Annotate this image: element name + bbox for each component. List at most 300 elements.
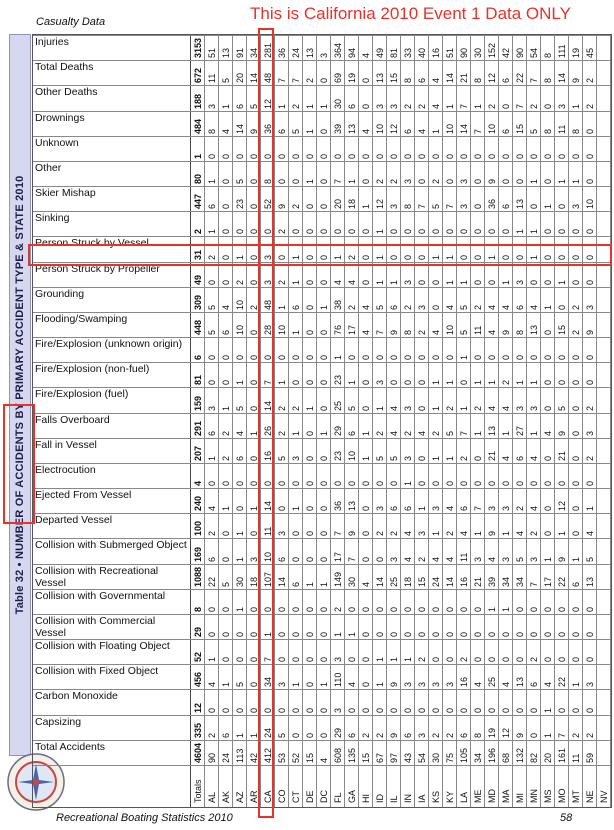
table-cell: 2 (277, 430, 287, 436)
table-cell: 0 (487, 153, 497, 159)
table-cell: 4 (431, 78, 441, 84)
column-header: NV (599, 790, 609, 803)
table-cell: 0 (291, 707, 301, 713)
table-cell: 3 (459, 179, 469, 185)
header-section-label: Casualty Data (36, 16, 106, 28)
column-header: CO (277, 789, 287, 803)
table-cell: 10 (445, 325, 455, 336)
table-cell: 0 (529, 632, 539, 638)
table-cell: 0 (459, 254, 469, 260)
table-cell: 52 (263, 199, 273, 210)
table-cell: 8 (571, 128, 581, 134)
table-cell: 14 (263, 501, 273, 512)
table-cell: 42 (249, 752, 259, 763)
table-cell: 51 (207, 48, 217, 59)
table-cell: 0 (571, 455, 581, 461)
table-cell: 0 (529, 204, 539, 210)
table-cell: 33 (403, 48, 413, 59)
table-cell: 0 (473, 153, 483, 159)
table-cell: 6 (235, 103, 245, 109)
table-cell: 90 (459, 48, 469, 59)
table-title: Table 32 • NUMBER OF ACCIDENTS BY PRIMARY ACCIDENT TYPE & STATE 2010 (14, 175, 26, 615)
table-cell: 1 (333, 632, 343, 638)
table-cell: 7 (347, 556, 357, 562)
table-cell: 2 (221, 455, 231, 461)
table-cell: 1 (375, 254, 385, 260)
table-cell: 14 (557, 73, 567, 84)
table-cell: 0 (291, 632, 301, 638)
table-cell: 0 (207, 380, 217, 386)
table-cell: 17 (543, 576, 553, 587)
table-cell: 0 (459, 380, 469, 386)
table-cell: 3 (403, 682, 413, 688)
table-cell: 4 (529, 506, 539, 512)
table-cell: 4 (221, 128, 231, 134)
table-cell: 39 (487, 576, 497, 587)
table-cell: 0 (459, 632, 469, 638)
table-cell: 3 (501, 506, 511, 512)
table-cell: 12 (263, 98, 273, 109)
table-cell: 4 (361, 581, 371, 587)
column-header: AZ (235, 791, 245, 803)
column-header: KY (445, 790, 455, 803)
table-cell: 0 (473, 455, 483, 461)
table-cell: 0 (585, 606, 595, 612)
table-cell: 9 (389, 330, 399, 336)
table-cell: 8 (543, 78, 553, 84)
row-label: Fire/Explosion (unknown origin) (35, 338, 183, 351)
table-cell: 6 (389, 304, 399, 310)
table-cell: 0 (221, 153, 231, 159)
column-header: MN (529, 789, 539, 803)
table-cell: 0 (571, 657, 581, 663)
table-cell: 0 (263, 481, 273, 487)
table-cell: 1 (305, 103, 315, 109)
table-cell: 29 (193, 627, 203, 638)
table-cell: 1 (235, 531, 245, 537)
table-cell: 0 (557, 355, 567, 361)
table-cell: 0 (319, 657, 329, 663)
table-cell: 0 (417, 455, 427, 461)
table-cell: 4 (543, 430, 553, 436)
table-cell: 1 (501, 430, 511, 436)
table-cell: 291 (193, 420, 203, 436)
table-cell: 0 (361, 355, 371, 361)
table-cell: 97 (389, 752, 399, 763)
table-cell: 0 (291, 657, 301, 663)
table-cell: 0 (347, 229, 357, 235)
table-cell: 5 (221, 581, 231, 587)
table-cell: 0 (585, 632, 595, 638)
table-cell: 0 (207, 355, 217, 361)
table-cell: 3 (585, 430, 595, 436)
table-cell: 0 (571, 606, 581, 612)
table-cell: 0 (445, 229, 455, 235)
table-cell: 2 (375, 430, 385, 436)
table-cell: 4 (529, 455, 539, 461)
table-cell: 0 (473, 279, 483, 285)
table-cell: 0 (403, 229, 413, 235)
table-cell: 0 (543, 657, 553, 663)
table-cell: 0 (417, 707, 427, 713)
table-cell: 12 (501, 727, 511, 738)
table-cell: 0 (305, 632, 315, 638)
table-cell: 3 (277, 531, 287, 537)
column-in (401, 35, 415, 807)
table-cell: 1 (249, 430, 259, 436)
table-cell: 0 (473, 606, 483, 612)
table-cell: 7 (557, 732, 567, 738)
table-cell: 6 (207, 430, 217, 436)
table-cell: 19 (487, 727, 497, 738)
table-cell: 13 (347, 123, 357, 134)
table-cell: 25 (487, 677, 497, 688)
table-cell: 1 (389, 279, 399, 285)
table-cell: 3 (389, 204, 399, 210)
table-cell: 0 (319, 632, 329, 638)
table-cell: 0 (235, 481, 245, 487)
table-cell: 0 (361, 153, 371, 159)
table-cell: 1 (221, 405, 231, 411)
table-cell: 0 (207, 606, 217, 612)
table-cell: 18 (347, 199, 357, 210)
table-cell: 0 (305, 682, 315, 688)
row-label: Sinking (35, 212, 70, 225)
table-cell: 0 (305, 254, 315, 260)
table-cell: 0 (263, 153, 273, 159)
row-label: Flooding/Swamping (35, 312, 128, 325)
table-cell: 4 (347, 279, 357, 285)
table-cell: 0 (515, 632, 525, 638)
table-cell: 3 (417, 682, 427, 688)
table-cell: 14 (277, 576, 287, 587)
table-cell: 1 (375, 657, 385, 663)
table-cell: 1 (305, 128, 315, 134)
table-cell: 15 (515, 123, 525, 134)
table-cell: 1 (473, 103, 483, 109)
table-cell: 3 (333, 657, 343, 663)
table-cell: 2 (585, 732, 595, 738)
table-cell: 0 (543, 330, 553, 336)
table-cell: 1 (529, 430, 539, 436)
table-cell: 9 (389, 682, 399, 688)
table-cell: 0 (221, 204, 231, 210)
table-cell: 22 (207, 576, 217, 587)
table-cell: 11 (571, 753, 581, 763)
table-cell: 0 (319, 481, 329, 487)
table-cell: 1 (333, 355, 343, 361)
table-cell: 0 (361, 78, 371, 84)
table-cell: 0 (361, 657, 371, 663)
table-cell: 0 (319, 153, 329, 159)
table-cell: 0 (501, 153, 511, 159)
table-cell: 5 (347, 405, 357, 411)
table-cell: 0 (487, 355, 497, 361)
table-cell: 20 (235, 73, 245, 84)
table-cell: 1 (431, 531, 441, 537)
table-cell: 0 (501, 632, 511, 638)
table-cell: 4 (515, 531, 525, 537)
table-cell: 6 (529, 682, 539, 688)
table-cell: 0 (291, 153, 301, 159)
table-cell: 0 (459, 707, 469, 713)
table-cell: 5 (277, 455, 287, 461)
table-cell: 42 (501, 48, 511, 59)
table-cell: 4 (529, 304, 539, 310)
table-cell: 1 (193, 153, 203, 159)
table-cell: 2 (431, 179, 441, 185)
table-cell: 4 (487, 556, 497, 562)
table-cell: 0 (305, 606, 315, 612)
table-cell: 7 (473, 506, 483, 512)
table-cell: 11 (473, 325, 483, 336)
table-cell: 1 (445, 103, 455, 109)
row-label: Capsizing (35, 715, 82, 728)
table-cell: 2 (403, 304, 413, 310)
table-cell: 2 (221, 430, 231, 436)
column-header: AK (221, 790, 231, 803)
table-cell: 0 (585, 355, 595, 361)
table-cell: 27 (515, 425, 525, 436)
column-la (457, 35, 471, 807)
table-cell: 52 (291, 752, 301, 763)
table-cell: 2 (459, 657, 469, 663)
table-cell: 0 (571, 153, 581, 159)
column-mn (527, 35, 541, 807)
table-cell: 5 (375, 304, 385, 310)
table-cell: 1 (543, 707, 553, 713)
table-cell: 0 (249, 179, 259, 185)
table-cell: 1 (333, 254, 343, 260)
table-cell: 7 (445, 204, 455, 210)
table-cell: 54 (529, 48, 539, 59)
table-cell: 335 (193, 722, 203, 738)
table-cell: 0 (403, 632, 413, 638)
table-cell: 3 (515, 279, 525, 285)
table-cell: 82 (529, 752, 539, 763)
table-cell: 0 (459, 153, 469, 159)
table-cell: 0 (473, 355, 483, 361)
table-cell: 0 (515, 355, 525, 361)
table-cell: 0 (361, 254, 371, 260)
column-header: MA (501, 789, 511, 803)
table-cell: 0 (319, 204, 329, 210)
table-cell: 1 (235, 380, 245, 386)
table-cell: 3 (263, 254, 273, 260)
table-cell: 4 (403, 531, 413, 537)
column-ga (345, 35, 359, 807)
table-cell: 3 (445, 682, 455, 688)
table-cell: 15 (557, 325, 567, 336)
table-cell: 159 (193, 395, 203, 411)
table-cell: 36 (487, 199, 497, 210)
table-cell: 0 (515, 153, 525, 159)
table-cell: 0 (249, 330, 259, 336)
table-cell: 0 (487, 707, 497, 713)
table-cell: 9 (249, 128, 259, 134)
table-cell: 0 (403, 606, 413, 612)
table-cell: 1 (291, 254, 301, 260)
table-cell: 0 (305, 430, 315, 436)
table-cell: 1 (221, 506, 231, 512)
table-cell: 18 (403, 576, 413, 587)
table-cell: 0 (445, 179, 455, 185)
table-cell: 36 (333, 501, 343, 512)
table-cell: 5 (235, 682, 245, 688)
table-cell: 2 (389, 179, 399, 185)
table-cell: 1 (487, 254, 497, 260)
table-cell: 0 (487, 279, 497, 285)
table-cell: 0 (249, 254, 259, 260)
table-cell: 0 (431, 632, 441, 638)
table-cell: 1 (417, 506, 427, 512)
table-cell: 3 (571, 204, 581, 210)
table-cell: 0 (585, 153, 595, 159)
table-cell: 0 (305, 481, 315, 487)
table-cell: 1 (207, 455, 217, 461)
table-cell: 25 (389, 576, 399, 587)
table-cell: 0 (501, 229, 511, 235)
table-cell: 1 (557, 279, 567, 285)
table-cell: 0 (543, 632, 553, 638)
table-cell: 1 (529, 380, 539, 386)
table-cell: 10 (235, 299, 245, 310)
column-header: MO (557, 788, 567, 803)
table-cell: 1 (529, 229, 539, 235)
row-label: Fire/Explosion (fuel) (35, 388, 129, 401)
table-cell: 0 (375, 632, 385, 638)
table-cell: 0 (277, 355, 287, 361)
table-cell: 48 (263, 73, 273, 84)
table-cell: 6 (291, 304, 301, 310)
table-cell: 1 (263, 632, 273, 638)
table-title-sidebar (9, 34, 31, 756)
table-cell: 412 (263, 747, 273, 763)
table-cell: 14 (235, 123, 245, 134)
table-cell: 0 (221, 279, 231, 285)
table-cell: 5 (249, 103, 259, 109)
table-cell: 0 (501, 481, 511, 487)
table-cell: 2 (417, 330, 427, 336)
table-cell: 0 (361, 632, 371, 638)
table-cell: 1 (207, 229, 217, 235)
table-cell: 0 (389, 254, 399, 260)
table-cell: 0 (431, 279, 441, 285)
table-cell: 1 (473, 380, 483, 386)
footer-publication: Recreational Boating Statistics 2010 (56, 812, 233, 824)
table-cell: 0 (417, 229, 427, 235)
table-cell: 20 (543, 752, 553, 763)
table-cell: 0 (221, 707, 231, 713)
table-cell: 0 (403, 707, 413, 713)
table-cell: 0 (445, 707, 455, 713)
table-cell: 19 (571, 48, 581, 59)
table-cell: 0 (557, 229, 567, 235)
table-cell: 10 (277, 325, 287, 336)
table-cell: 3 (515, 405, 525, 411)
column-header: IN (403, 794, 413, 803)
table-cell: 0 (417, 254, 427, 260)
table-cell: 2 (277, 279, 287, 285)
table-cell: 0 (277, 179, 287, 185)
column-header: AL (207, 791, 217, 803)
table-cell: 2 (473, 304, 483, 310)
table-cell: 3153 (193, 38, 203, 59)
table-cell: 30 (473, 48, 483, 59)
table-cell: 75 (445, 752, 455, 763)
table-cell: 4 (221, 304, 231, 310)
table-cell: 2 (585, 103, 595, 109)
table-cell: 6 (515, 455, 525, 461)
table-cell: 0 (543, 380, 553, 386)
table-cell: 0 (305, 707, 315, 713)
table-cell: 149 (333, 571, 343, 587)
table-cell: 0 (571, 632, 581, 638)
table-cell: 7 (459, 103, 469, 109)
table-cell: 0 (249, 229, 259, 235)
table-cell: 0 (445, 657, 455, 663)
table-cell: 54 (417, 752, 427, 763)
table-cell: 10 (235, 325, 245, 336)
table-cell: 7 (333, 179, 343, 185)
table-cell: 0 (529, 606, 539, 612)
table-cell: 3 (557, 103, 567, 109)
table-cell: 0 (249, 481, 259, 487)
table-cell: 3 (333, 707, 343, 713)
column-mo (555, 35, 569, 807)
table-cell: 3 (263, 279, 273, 285)
table-cell: 0 (557, 204, 567, 210)
table-cell: 3 (431, 506, 441, 512)
table-cell: 9 (585, 330, 595, 336)
table-cell: 4 (487, 405, 497, 411)
table-cell: 0 (431, 707, 441, 713)
table-cell: 0 (403, 355, 413, 361)
column-header: IL (389, 795, 399, 803)
table-cell: 94 (347, 48, 357, 59)
table-cell: 1 (305, 405, 315, 411)
table-cell: 0 (291, 481, 301, 487)
table-cell: 0 (571, 506, 581, 512)
table-cell: 14 (263, 400, 273, 411)
table-cell: 11 (263, 527, 273, 537)
table-cell: 34 (515, 576, 525, 587)
table-cell: 2 (431, 732, 441, 738)
table-cell: 0 (263, 229, 273, 235)
table-cell: 0 (249, 657, 259, 663)
table-cell: 0 (543, 229, 553, 235)
table-cell: 207 (193, 445, 203, 461)
table-cell: 48 (263, 299, 273, 310)
table-cell: 10 (487, 123, 497, 134)
table-cell: 13 (347, 501, 357, 512)
table-cell: 21 (473, 576, 483, 587)
table-cell: 1 (403, 481, 413, 487)
table-cell: 0 (557, 632, 567, 638)
table-cell: 4 (445, 556, 455, 562)
table-cell: 14 (445, 73, 455, 84)
table-cell: 2 (445, 405, 455, 411)
column-il (387, 35, 401, 807)
table-cell: 90 (515, 48, 525, 59)
table-cell: 4604 (193, 742, 203, 763)
table-cell: 5 (207, 330, 217, 336)
table-cell: 448 (193, 320, 203, 336)
table-cell: 3 (459, 204, 469, 210)
sidebar-highlight (3, 404, 35, 524)
table-cell: 22 (515, 73, 525, 84)
table-cell: 1 (431, 405, 441, 411)
